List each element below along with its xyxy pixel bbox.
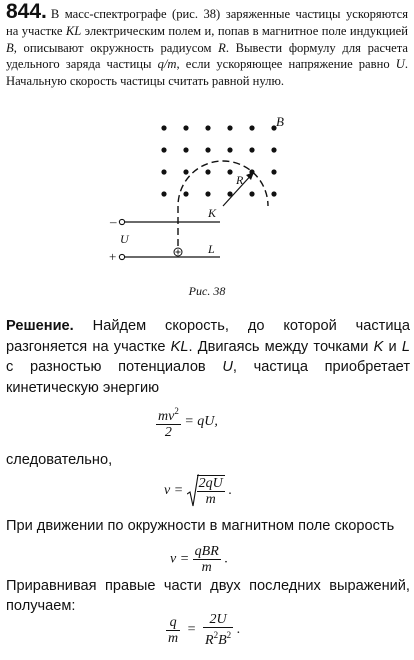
label-minus: –	[110, 214, 117, 229]
formula-4-rden-b: B	[218, 633, 227, 648]
formula-2-den: m	[205, 492, 216, 507]
problem-statement	[6, 0, 408, 90]
formula-2-fraction	[197, 475, 225, 507]
problem-text-4: . Вывести формулу для расчета удельного заряда частицы	[6, 40, 408, 72]
label-u: U	[120, 232, 129, 246]
problem-text-2: электрическим полем и, попав в магнитное поле индукцией	[81, 23, 408, 38]
solution-paragraph-4: Приравнивая правые части двух последних выражений, получаем:	[6, 578, 410, 614]
formula-3-den: m	[201, 560, 212, 575]
solution-paragraph-1	[6, 316, 410, 398]
field-dot	[205, 169, 210, 174]
field-dot	[271, 169, 276, 174]
solution-paragraph-2: следовательно,	[6, 452, 113, 468]
formula-4-sup-r: 2	[213, 630, 219, 640]
var-r: R	[218, 40, 226, 55]
formula-4-num: q	[166, 615, 180, 631]
problem-text-3: , описывают окружность радиусом	[13, 40, 219, 55]
sol-text-e: , частица приобретает кинетическую энергию	[6, 359, 411, 396]
terminal-minus-dot	[119, 219, 124, 224]
field-dot	[161, 147, 166, 152]
sol-var-kl: KL	[170, 338, 189, 355]
field-dot	[227, 125, 232, 130]
formula-3-num: qBR	[194, 544, 219, 559]
formula-4-eq: =	[187, 622, 196, 638]
field-dot	[183, 169, 188, 174]
var-u: U	[395, 57, 405, 72]
var-kl: KL	[65, 23, 82, 38]
formula-2-end: .	[228, 483, 232, 499]
field-dot	[183, 125, 188, 130]
sol-text-b: . Двигаясь между точками	[188, 338, 374, 355]
field-dot	[161, 125, 166, 130]
formula-3-lhs: v =	[170, 551, 190, 567]
field-dot	[249, 191, 254, 196]
sol-text-a: Найдем скорость, до которой частица разгоняется на участке	[6, 318, 410, 355]
field-dot	[227, 169, 232, 174]
label-b: B	[276, 116, 284, 129]
problem-text-1: В масс-спектрографе (рис. 38) заряженные частицы ускоряются на участке	[6, 7, 408, 38]
sol-text-d: с разностью потенциалов	[6, 359, 223, 375]
magnetic-field-dots	[161, 125, 276, 196]
field-dot	[183, 191, 188, 196]
formula-velocity-magnetic	[170, 544, 228, 575]
formula-2-lhs: v =	[164, 483, 184, 499]
formula-1-den: 2	[164, 425, 172, 440]
field-dot	[205, 147, 210, 152]
formula-kinetic-energy	[156, 404, 218, 440]
mass-spectrograph-figure	[108, 116, 308, 274]
formula-3-end: .	[224, 551, 228, 567]
formula-1-sup: 2	[174, 406, 179, 416]
field-dot	[249, 125, 254, 130]
field-dot	[227, 147, 232, 152]
field-dot	[161, 169, 166, 174]
sol-var-l: L	[401, 338, 410, 355]
terminal-plus-dot	[119, 254, 124, 259]
field-dot	[271, 147, 276, 152]
formula-4-end: .	[236, 622, 241, 638]
field-dot	[183, 147, 188, 152]
formula-4-left-fraction	[166, 615, 180, 646]
label-plus: +	[109, 249, 117, 264]
var-b: B	[6, 40, 14, 55]
problem-text-5: , если ускоряющее напряжение равно	[176, 57, 396, 72]
figure-caption: Рис. 38	[188, 284, 226, 298]
field-dot	[205, 125, 210, 130]
formula-3-fraction	[193, 544, 221, 575]
formula-1-num: mv	[158, 409, 175, 424]
formula-specific-charge	[166, 612, 240, 648]
sol-text-c: и	[383, 338, 402, 355]
formula-4-sup-b: 2	[226, 630, 232, 640]
field-dot	[161, 191, 166, 196]
formula-2-num: 2qU	[198, 476, 223, 491]
field-dot	[205, 191, 210, 196]
formula-velocity-sqrt	[164, 474, 232, 508]
label-l: L	[208, 242, 215, 256]
label-r: R	[236, 173, 244, 187]
formula-1-rhs: = qU,	[184, 414, 218, 430]
solution-paragraph-3: При движении по окружности в магнитном поле скорость	[6, 518, 395, 534]
problem-number: 844.	[6, 0, 47, 23]
formula-4-rnum: 2U	[203, 612, 233, 628]
label-k: K	[208, 206, 217, 220]
var-qm: q/m	[157, 57, 177, 72]
formula-4-den: m	[168, 630, 179, 646]
field-dot	[249, 147, 254, 152]
formula-1-fraction	[156, 404, 181, 440]
sol-var-k: K	[373, 338, 384, 355]
trajectory-arc	[178, 161, 268, 246]
field-dot	[271, 191, 276, 196]
problem-text-6: . Начальную скорость частицы считать равной нулю.	[6, 57, 408, 89]
formula-4-rden-r: R	[205, 633, 214, 648]
solution-heading: Решение.	[6, 318, 74, 334]
sol-var-u: U	[222, 359, 233, 375]
formula-4-right-fraction	[203, 612, 233, 648]
